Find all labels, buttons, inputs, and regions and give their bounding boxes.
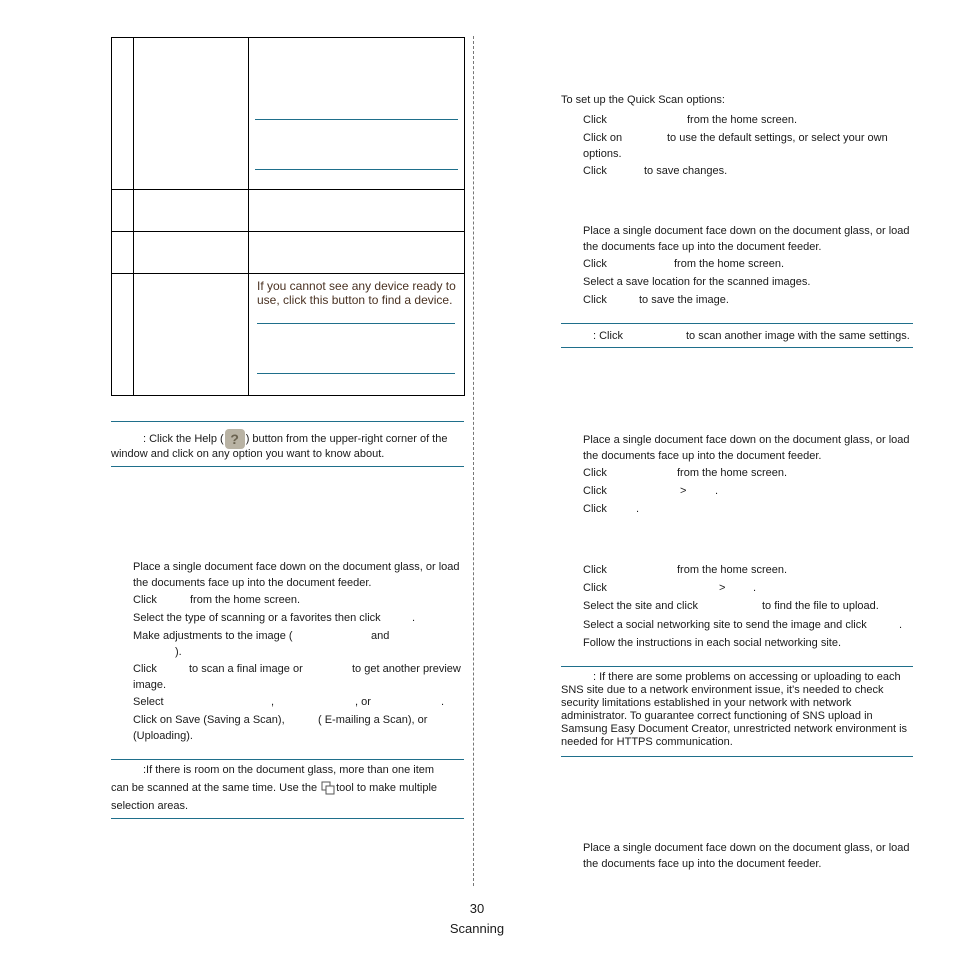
step-text: from the home screen. <box>190 594 301 606</box>
step-text: . <box>715 485 719 497</box>
help-question-icon: ? <box>225 429 245 449</box>
quick-scan-intro: To set up the Quick Scan options: <box>561 94 725 106</box>
step-text: Place a single document face down on the document glass, or load <box>583 225 910 237</box>
step-text: the documents face up into the document feeder. <box>133 577 372 589</box>
step-text: from the home screen. <box>687 114 798 126</box>
step-text: (Uploading). <box>133 730 193 742</box>
tip-rule-bottom <box>111 818 464 819</box>
step-text: from the home screen. <box>677 467 788 479</box>
step-text: Select a social networking site to send the image and click <box>583 619 867 631</box>
step-text: ). <box>175 646 182 658</box>
step-text: the documents face up into the document feeder. <box>583 241 822 253</box>
help-note-line2: window and click on any option you want to know about. <box>111 448 385 460</box>
step-text: the documents face up into the document feeder. <box>583 858 822 870</box>
find-device-description: If you cannot see any device ready to use, click this button to find a device. <box>257 279 456 307</box>
step-text: , or <box>355 696 371 708</box>
tip-rule-top <box>111 759 464 760</box>
step-text: > <box>680 485 687 497</box>
step-text: . <box>753 582 757 594</box>
note-rule-top <box>111 421 464 422</box>
page-number: 30 <box>469 901 485 916</box>
step-text: Select a save location for the scanned images. <box>583 276 811 288</box>
step-text: Click on <box>583 132 623 144</box>
note-rule-bottom <box>111 466 464 467</box>
step-text: Click <box>583 114 607 126</box>
step-text: Click <box>583 294 607 306</box>
step-text: to use the default settings, or select your own <box>667 132 888 144</box>
step-text: to scan a final image or <box>189 663 303 675</box>
step-text: Click <box>583 503 607 515</box>
step-text: to save changes. <box>644 165 728 177</box>
step-text: Make adjustments to the image ( <box>133 630 293 642</box>
step-text: Click <box>583 582 607 594</box>
step-text: and <box>371 630 390 642</box>
step-text: to find the file to upload. <box>762 600 879 612</box>
step-text: to get another preview <box>352 663 461 675</box>
step-text: options. <box>583 148 622 160</box>
step-text: to save the image. <box>639 294 729 306</box>
step-text: Place a single document face down on the document glass, or load <box>133 561 460 573</box>
step-text: > <box>719 582 726 594</box>
save-note-a: : Click <box>593 330 623 342</box>
tip-line2: can be scanned at the same time. Use the tool to make multiple <box>111 782 438 794</box>
step-text: Place a single document face down on the document glass, or load <box>583 842 910 854</box>
help-note-line1: : Click the Help ( ? ) button from the upper-right corner of the <box>143 431 448 447</box>
step-text: Follow the instructions in each social networking site. <box>583 637 842 649</box>
step-text: the documents face up into the document feeder. <box>583 450 822 462</box>
step-text: . <box>899 619 903 631</box>
save-note-b: to scan another image with the same settings. <box>686 330 910 342</box>
step-text: Click <box>583 258 607 270</box>
step-text: Click <box>583 467 607 479</box>
save-note-rule-bottom <box>561 347 913 348</box>
step-text: from the home screen. <box>677 564 788 576</box>
step-text: Click <box>583 564 607 576</box>
column-divider <box>473 36 474 886</box>
step-text: Select the site and click <box>583 600 698 612</box>
tip-line1: :If there is room on the document glass, more than one item <box>143 764 435 776</box>
step-text: Click on Save (Saving a Scan), <box>133 714 285 726</box>
step-text: from the home screen. <box>674 258 785 270</box>
section-name: Scanning <box>449 921 505 936</box>
sns-note-rule-bottom <box>561 756 913 757</box>
step-text: , <box>271 696 275 708</box>
step-text: . <box>636 503 640 515</box>
sns-note: : If there are some problems on accessing or uploading to each SNS site due to a network environment issue, it's needed to check security limitations established in your network with network administrator. To guarantee correct functioning of SNS upload in Samsung Easy Document Creator, unrestricted network environment is needed for HTTPS communication. <box>561 671 908 748</box>
step-text: Click <box>583 485 607 497</box>
step-text: Click <box>133 594 157 606</box>
step-text: Click <box>133 663 157 675</box>
step-text: . <box>412 612 416 624</box>
step-text: . <box>441 696 445 708</box>
step-text: ( E-mailing a Scan), or <box>318 714 428 726</box>
sns-note-rule-top <box>561 666 913 667</box>
save-note-rule-top <box>561 323 913 324</box>
step-text: Select <box>133 696 164 708</box>
step-text: image. <box>133 679 167 691</box>
multi-select-icon <box>321 781 335 795</box>
step-text: Place a single document face down on the document glass, or load <box>583 434 910 446</box>
tip-line3: selection areas. <box>111 800 189 812</box>
step-text: Click <box>583 165 607 177</box>
step-text: Select the type of scanning or a favorites then click <box>133 612 381 624</box>
